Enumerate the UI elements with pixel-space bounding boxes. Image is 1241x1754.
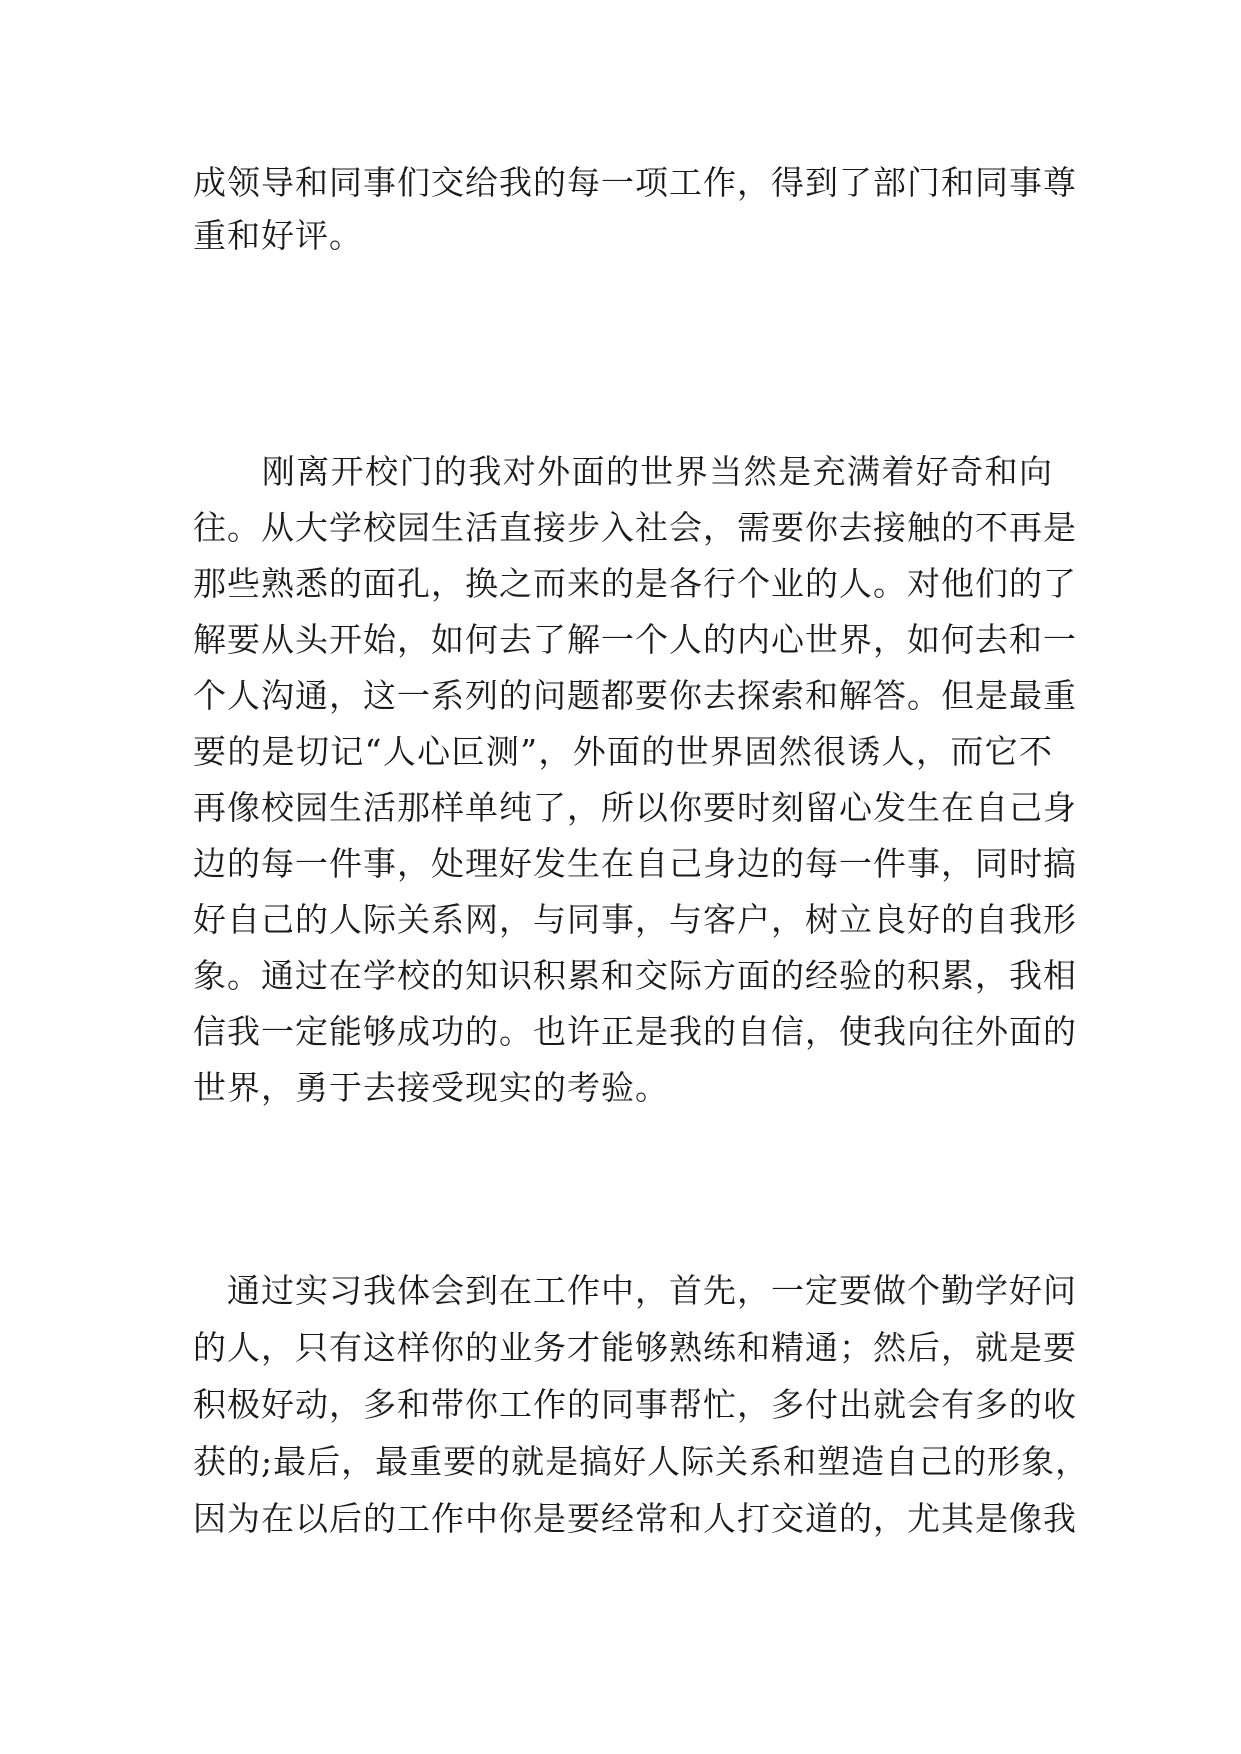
paragraph-1-line-2: 重和好评。: [193, 216, 363, 255]
paragraph-2-line-10: 象。通过在学校的知识积累和交际方面的经验的积累，我相: [193, 956, 1077, 995]
paragraph-3-line-4: 获的;最后，最重要的就是搞好人际关系和塑造自己的形象，: [193, 1442, 1090, 1481]
paragraph-2-line-3: 那些熟悉的面孔，换之而来的是各行个业的人。对他们的了: [193, 564, 1077, 603]
paragraph-2-line-8: 边的每一件事，处理好发生在自己身边的每一件事，同时搞: [193, 844, 1077, 883]
paragraph-2-line-11: 信我一定能够成功的。也许正是我的自信，使我向往外面的: [193, 1012, 1077, 1051]
paragraph-2-line-12: 世界，勇于去接受现实的考验。: [193, 1068, 669, 1107]
paragraph-1-line-1: 成领导和同事们交给我的每一项工作，得到了部门和同事尊: [193, 163, 1077, 202]
paragraph-2-line-9: 好自己的人际关系网，与同事，与客户，树立良好的自我形: [193, 900, 1077, 939]
paragraph-2-line-1: 刚离开校门的我对外面的世界当然是充满着好奇和向: [193, 452, 1053, 491]
paragraph-2-line-7: 再像校园生活那样单纯了，所以你要时刻留心发生在自己身: [193, 788, 1077, 827]
paragraph-2-line-5: 个人沟通，这一系列的问题都要你去探索和解答。但是最重: [193, 676, 1077, 715]
paragraph-2-line-4: 解要从头开始，如何去了解一个人的内心世界，如何去和一: [193, 620, 1077, 659]
paragraph-3-line-5: 因为在以后的工作中你是要经常和人打交道的，尤其是像我: [193, 1499, 1077, 1538]
paragraph-3-line-1: 通过实习我体会到在工作中，首先，一定要做个勤学好问: [193, 1271, 1077, 1310]
paragraph-3-line-2: 的人，只有这样你的业务才能够熟练和精通；然后，就是要: [193, 1328, 1077, 1367]
paragraph-2-line-2: 往。从大学校园生活直接步入社会，需要你去接触的不再是: [193, 508, 1077, 547]
paragraph-2-line-6: 要的是切记“人心叵测”，外面的世界固然很诱人，而它不: [193, 732, 1053, 771]
paragraph-3-line-3: 积极好动，多和带你工作的同事帮忙，多付出就会有多的收: [193, 1385, 1077, 1424]
